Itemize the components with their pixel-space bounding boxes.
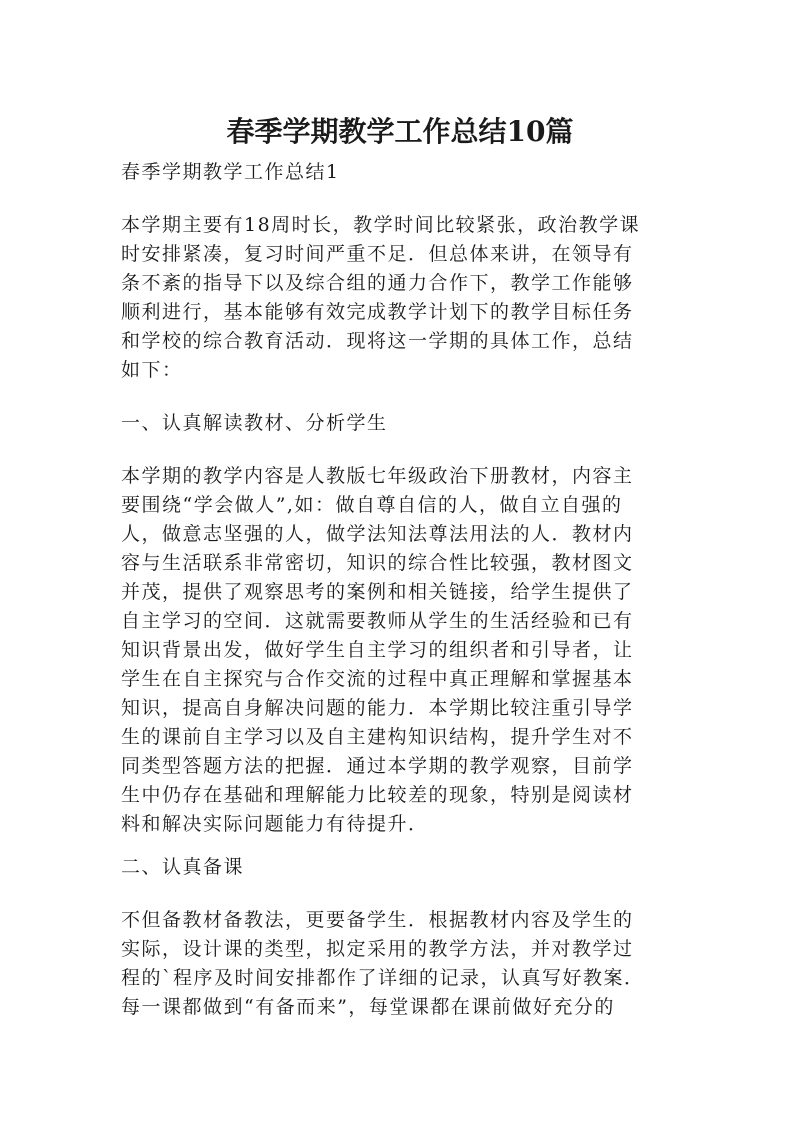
paragraph-line: 学生在自主探究与合作交流的过程中真正理解和掌握基本	[121, 668, 634, 690]
paragraph-line: 生中仍存在基础和理解能力比较差的现象，特别是阅读材	[121, 784, 634, 806]
paragraph-line: 生的课前自主学习以及自主建构知识结构，提升学生对不	[121, 726, 634, 748]
paragraph-line: 自主学习的空间．这就需要教师从学生的生活经验和已有	[121, 610, 634, 632]
paragraph-line: 人，做意志坚强的人，做学法知法尊法用法的人．教材内	[121, 523, 634, 545]
paragraph-line: 料和解决实际问题能力有待提升．	[121, 813, 429, 835]
paragraph-line: 同类型答题方法的把握．通过本学期的教学观察，目前学	[121, 755, 634, 777]
paragraph-line: 本学期的教学内容是人教版七年级政治下册教材，内容主	[121, 465, 634, 487]
paragraph-line: 顺利进行，基本能够有效完成教学计划下的教学目标任务	[121, 301, 634, 323]
paragraph-line: 要围绕“学会做人”,如：做自尊自信的人，做自立自强的	[121, 494, 623, 516]
paragraph-line: 不但备教材备教法，更要备学生．根据教材内容及学生的	[121, 909, 634, 931]
paragraph-line: 条不紊的指导下以及综合组的通力合作下，教学工作能够	[121, 272, 634, 294]
paragraph-line: 知识，提高自身解决问题的能力．本学期比较注重引导学	[121, 697, 634, 719]
section-heading-2: 二、认真备课	[121, 856, 245, 878]
paragraph-line: 容与生活联系非常密切，知识的综合性比较强，教材图文	[121, 552, 634, 574]
paragraph-line: 实际，设计课的类型，拟定采用的教学方法，并对教学过	[121, 938, 634, 960]
paragraph-line: 时安排紧凑，复习时间严重不足．但总体来讲，在领导有	[121, 243, 634, 265]
paragraph-line: 知识背景出发，做好学生自主学习的组织者和引导者，让	[121, 639, 634, 661]
paragraph-line: 每一课都做到“有备而来”，每堂课都在课前做好充分的	[121, 996, 615, 1018]
paragraph-line: 程的`程序及时间安排都作了详细的记录，认真写好教案．	[121, 967, 645, 989]
document-title: 春季学期教学工作总结10篇	[226, 115, 574, 148]
section-heading-1: 一、认真解读教材、分析学生	[121, 412, 388, 434]
paragraph-line: 和学校的综合教育活动．现将这一学期的具体工作，总结	[121, 330, 634, 352]
paragraph-line: 如下：	[121, 359, 183, 381]
document-subtitle: 春季学期教学工作总结1	[121, 161, 340, 183]
paragraph-line: 并茂，提供了观察思考的案例和相关链接，给学生提供了	[121, 581, 634, 603]
paragraph-line: 本学期主要有18周时长，教学时间比较紧张，政治教学课	[121, 214, 641, 236]
